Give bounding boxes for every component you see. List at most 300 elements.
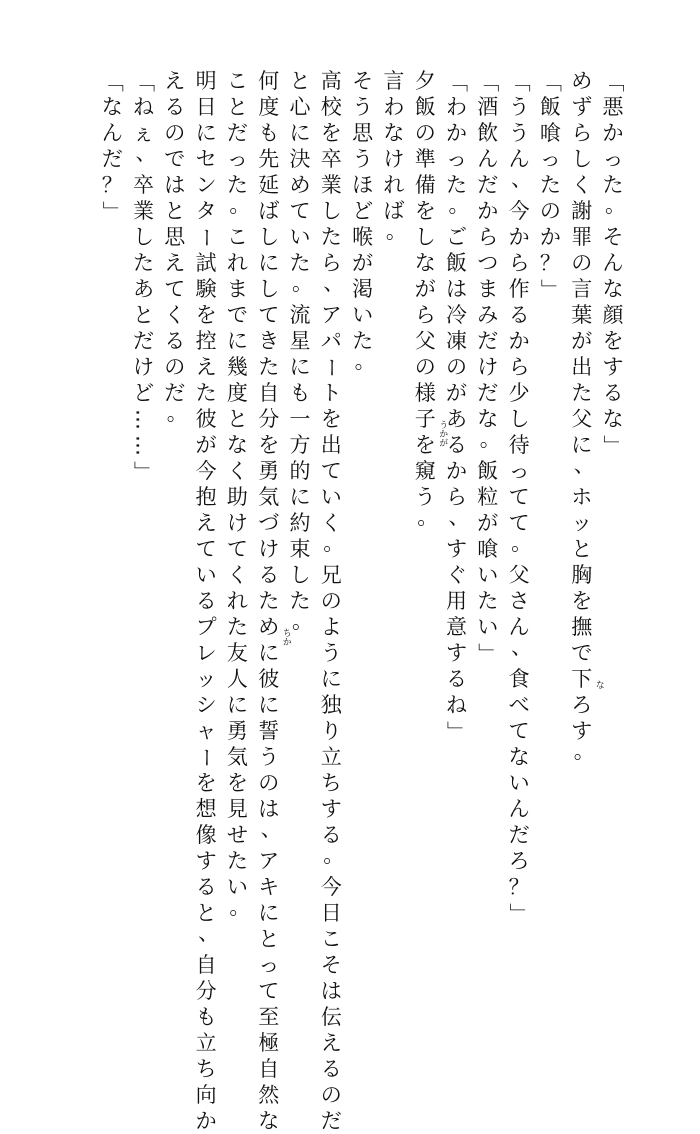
text-character: 卒 [133,173,154,197]
text-character: 顔 [602,303,624,327]
text-character: の [258,771,280,795]
text-character: め [571,69,593,93]
text-character: 助 [226,485,248,509]
text-character: ア [320,303,342,327]
text-character: ら [414,303,436,327]
text-character: だ [320,1109,342,1133]
text-character: は [164,173,186,197]
text-character: い [289,225,311,249]
text-character: が [571,329,593,353]
text-character: ら [508,355,530,379]
text-character: 冷 [446,303,467,327]
text-character: か [477,199,499,223]
text-column [412,68,438,536]
text-column [318,68,344,1134]
text-character: づ [258,511,280,535]
text-character: か [508,225,530,249]
text-character: け [258,537,280,561]
text-character: 悪 [602,95,624,119]
text-character: 、 [260,817,282,841]
text-character: 立 [195,1031,217,1055]
text-character: た [320,225,342,249]
text-character: す [446,641,467,665]
text-character: を [602,329,624,353]
text-character: う [352,95,374,119]
text-character: 、 [573,453,595,477]
text-character: 飲 [477,121,499,145]
text-character: く [320,511,342,535]
text-character: う [352,147,374,171]
text-character: 、 [323,271,345,295]
text-character: た [289,251,311,275]
text-character: め [289,173,311,197]
text-character: 意 [446,615,467,639]
text-character: ご [446,225,467,249]
text-character: … [131,408,156,430]
text-character: る [320,1057,342,1081]
text-character: に [195,121,217,145]
text-character: 日 [320,901,342,925]
text-character: 思 [164,225,186,249]
text-character: 言 [383,69,405,93]
text-character: 。 [417,505,439,529]
text-character: 何 [258,69,280,93]
text-character: 自 [258,1057,280,1081]
text-character: を [414,433,436,457]
text-character: ん [508,147,530,171]
text-column [600,68,626,458]
text-character: 様 [414,381,436,405]
text-character: て [508,511,530,535]
text-character: が [477,511,499,535]
text-character: し [571,147,593,171]
text-character: と [195,901,217,925]
text-character: が [352,251,374,275]
text-character: 。 [292,609,313,633]
text-character: 「 [538,70,563,92]
text-character: と [226,95,248,119]
text-character: 。 [511,531,533,555]
text-character: の [571,251,593,275]
text-character: と [133,303,154,327]
text-character: す [195,849,217,873]
text-character: た [226,173,248,197]
text-character: 今 [508,199,530,223]
text-character: が [446,381,467,405]
text-character: れ [226,251,248,275]
text-character: に [571,433,593,457]
text-character: 人 [226,667,248,691]
text-character: 先 [258,147,280,171]
text-character: 飯 [477,459,499,483]
text-column [569,68,595,770]
text-character: 明 [195,69,217,93]
text-character: し [133,225,154,249]
text-character: 独 [320,693,342,717]
text-character: と [289,69,311,93]
text-character: て [258,979,280,1003]
text-character: い [226,875,248,899]
text-character: 」 [538,278,563,300]
text-character: 」 [131,460,156,482]
text-character: か [508,329,530,353]
text-character: し [289,563,311,587]
text-character: レ [195,641,217,665]
text-character: 。 [448,193,470,217]
text-character: の [414,355,436,379]
text-character: 、 [135,141,157,165]
text-character: 気 [226,745,248,769]
text-character: す [320,797,342,821]
text-character: ば [383,199,405,223]
text-character: ね [446,693,467,717]
text-character: 業 [133,199,154,223]
text-character: る [195,589,217,613]
text-character: よ [320,615,342,639]
text-character: た [602,173,624,197]
text-character: 験 [195,277,217,301]
text-character: う [258,745,280,769]
text-character: 作 [508,277,530,301]
text-character: 用 [446,589,467,613]
text-character: 備 [414,173,436,197]
text-character: け [477,355,499,379]
text-character: 延 [258,173,280,197]
text-character: こ [226,225,248,249]
text-character: 準 [414,147,436,171]
text-character: だ [508,823,530,847]
text-character: 見 [226,797,248,821]
text-character: で [164,147,186,171]
text-character: う [508,121,530,145]
text-character: た [446,173,467,197]
text-character: る [164,95,186,119]
text-character: い [320,485,342,509]
text-character: た [477,589,499,613]
text-character: 今 [320,875,342,899]
text-character: え [164,69,186,93]
text-character: し [258,277,280,301]
text-character: は [258,797,280,821]
text-character: ら [320,251,342,275]
text-character: う [414,485,436,509]
text-character: 「 [601,70,625,92]
text-character: ね [133,95,154,119]
text-character: こ [320,927,342,951]
text-character: 食 [508,667,530,691]
text-character: … [131,434,156,456]
text-character: さ [508,589,530,613]
text-character: 窺 [414,459,436,483]
ruby-annotation: な [593,680,604,689]
text-character: ？ [101,173,123,197]
text-character: ホ [571,485,593,509]
text-character: に [289,121,311,145]
text-character: な [508,745,530,769]
text-character: っ [508,459,530,483]
text-character: た [539,173,561,197]
text-character: 度 [258,95,280,119]
text-character: す [602,355,624,379]
text-character: な [477,407,499,431]
text-character: を [320,407,342,431]
text-character: と [258,927,280,951]
text-character: た [352,329,374,353]
text-character: ン [195,173,217,197]
text-character: う [508,95,530,119]
text-column [381,68,407,250]
text-character: ま [226,277,248,301]
text-character: の [320,589,342,613]
text-character: し [258,225,280,249]
text-column [99,68,125,224]
text-character: 校 [320,95,342,119]
text-character: 。 [229,193,251,217]
text-character: ぐ [446,563,467,587]
text-character: れ [383,173,405,197]
text-column [162,68,188,432]
text-character: の [164,355,186,379]
text-character: ず [571,95,593,119]
text-character: の [320,1083,342,1107]
text-character: く [164,303,186,327]
text-character: 的 [289,459,311,483]
text-character: る [195,875,217,899]
text-character: 度 [226,381,248,405]
text-character: ら [446,485,467,509]
text-character: ？ [539,251,561,275]
text-character: 。 [479,427,501,451]
text-character: し [508,407,530,431]
text-character: 下 [571,667,593,691]
text-column [506,68,532,926]
text-character: く [571,173,593,197]
text-character: る [320,823,342,847]
text-column [287,68,313,640]
text-character: だ [226,121,248,145]
text-character: ト [320,381,342,405]
text-character: ど [133,381,154,405]
text-character: っ [446,147,467,171]
text-character: の [414,121,436,145]
text-character: 友 [226,641,248,665]
text-character: ん [508,615,530,639]
text-character: 分 [195,979,217,1003]
text-character: 立 [320,745,342,769]
text-character: ー [194,746,219,768]
text-character: そ [352,69,374,93]
text-character: ろ [571,693,593,717]
text-character: を [414,199,436,223]
text-character: た [133,251,154,275]
text-character: つ [477,251,499,275]
text-character: ん [477,147,499,171]
text-character: 飯 [539,95,561,119]
text-column [224,68,250,926]
text-column [131,68,157,484]
text-character: 夕 [414,69,436,93]
text-character: ち [320,771,342,795]
text-character: 。 [323,531,345,555]
text-character: 控 [195,329,217,353]
text-character: か [446,459,467,483]
text-character: 束 [289,537,311,561]
text-character: な [258,1109,280,1133]
text-character: 」 [507,902,532,924]
text-character: か [446,121,467,145]
text-character: 想 [195,797,217,821]
text-character: ー [194,226,219,248]
text-character: 。 [385,219,407,243]
text-character: 至 [258,1005,280,1029]
text-character: の [164,121,186,145]
text-character: 今 [195,459,217,483]
text-character: ろ [508,849,530,873]
text-character: 試 [195,251,217,275]
text-character: 。 [229,895,251,919]
text-character: て [508,485,530,509]
text-character: 日 [195,95,217,119]
text-character: く [226,459,248,483]
text-character: め [258,615,280,639]
text-character: す [571,719,593,743]
text-character: 」 [444,720,469,742]
text-character: な [101,95,123,119]
text-character: け [226,511,248,535]
text-character: が [195,433,217,457]
ruby-annotation: ちか [280,628,291,646]
text-character: ば [258,199,280,223]
text-character: の [446,355,467,379]
text-character: な [414,251,436,275]
text-character: 。 [354,349,376,373]
text-character: に [258,901,280,925]
text-character: ャ [195,719,217,743]
text-character: ま [477,277,499,301]
text-character: 渇 [352,277,374,301]
text-character: 」 [475,642,500,664]
text-character: な [226,433,248,457]
text-character: な [383,121,405,145]
text-character: 喰 [477,537,499,561]
text-character: を [226,771,248,795]
text-character: 星 [289,329,311,353]
text-character: 、 [511,167,533,191]
text-character: か [602,121,624,145]
text-character: だ [133,329,154,353]
text-character: だ [101,147,123,171]
text-character: て [289,199,311,223]
text-character: と [164,199,186,223]
text-character: 。 [573,739,595,763]
text-character: 決 [289,147,311,171]
text-character: 。 [292,271,313,295]
text-character: 罪 [571,225,593,249]
text-character: だ [477,173,499,197]
text-character: 抱 [195,485,217,509]
text-character: る [602,381,624,405]
text-character: い [195,563,217,587]
text-character: 業 [320,173,342,197]
text-character: 。 [323,843,345,867]
text-column [256,68,282,1134]
text-character: た [258,589,280,613]
text-character: な [602,277,624,301]
text-character: ら [508,251,530,275]
text-character: ア [258,849,280,873]
text-character: 勇 [226,719,248,743]
text-character: し [414,225,436,249]
text-character: 父 [508,563,530,587]
text-character: る [446,667,467,691]
text-character: て [508,719,530,743]
text-character: 子 [414,407,436,431]
text-character: 」 [100,200,125,222]
text-character: い [508,771,530,795]
text-character: み [477,303,499,327]
text-character: に [226,329,248,353]
text-column [537,68,563,302]
text-character: は [320,979,342,1003]
text-character: た [258,355,280,379]
text-character: ほ [352,173,374,197]
text-character: 父 [414,329,436,353]
text-character: は [446,277,467,301]
text-character: 、 [198,921,220,945]
text-character: に [289,355,311,379]
text-character: た [226,849,248,873]
text-character: を [320,121,342,145]
text-character: 伝 [320,1005,342,1029]
text-character: い [477,615,499,639]
text-character: る [446,433,467,457]
text-character: を [258,433,280,457]
text-character: 方 [289,433,311,457]
text-character: え [195,511,217,535]
text-character: で [226,303,248,327]
text-character: か [539,225,561,249]
text-character: せ [226,823,248,847]
text-character: し [320,199,342,223]
text-character: て [320,459,342,483]
text-character: 幾 [226,355,248,379]
text-character: と [571,537,593,561]
text-character: だ [477,329,499,353]
text-character: た [571,381,593,405]
text-column [193,68,219,1134]
text-character: る [508,303,530,327]
text-character: 一 [289,407,311,431]
text-character: っ [226,147,248,171]
text-character: ぇ [133,121,154,145]
text-character: 喰 [539,121,561,145]
text-character: う [320,641,342,665]
ruby-annotation: うかが [437,420,448,447]
text-character: の [539,199,561,223]
text-character: も [289,381,311,405]
text-character: そ [602,225,624,249]
text-character: 「 [444,70,469,92]
text-character: 向 [195,1083,217,1107]
text-character: 気 [258,485,280,509]
text-character: て [164,277,186,301]
text-character: ッ [195,667,217,691]
text-character: て [226,537,248,561]
text-character: 卒 [320,147,342,171]
text-character: な [602,407,624,431]
text-character: タ [195,199,217,223]
text-character: 心 [289,95,311,119]
